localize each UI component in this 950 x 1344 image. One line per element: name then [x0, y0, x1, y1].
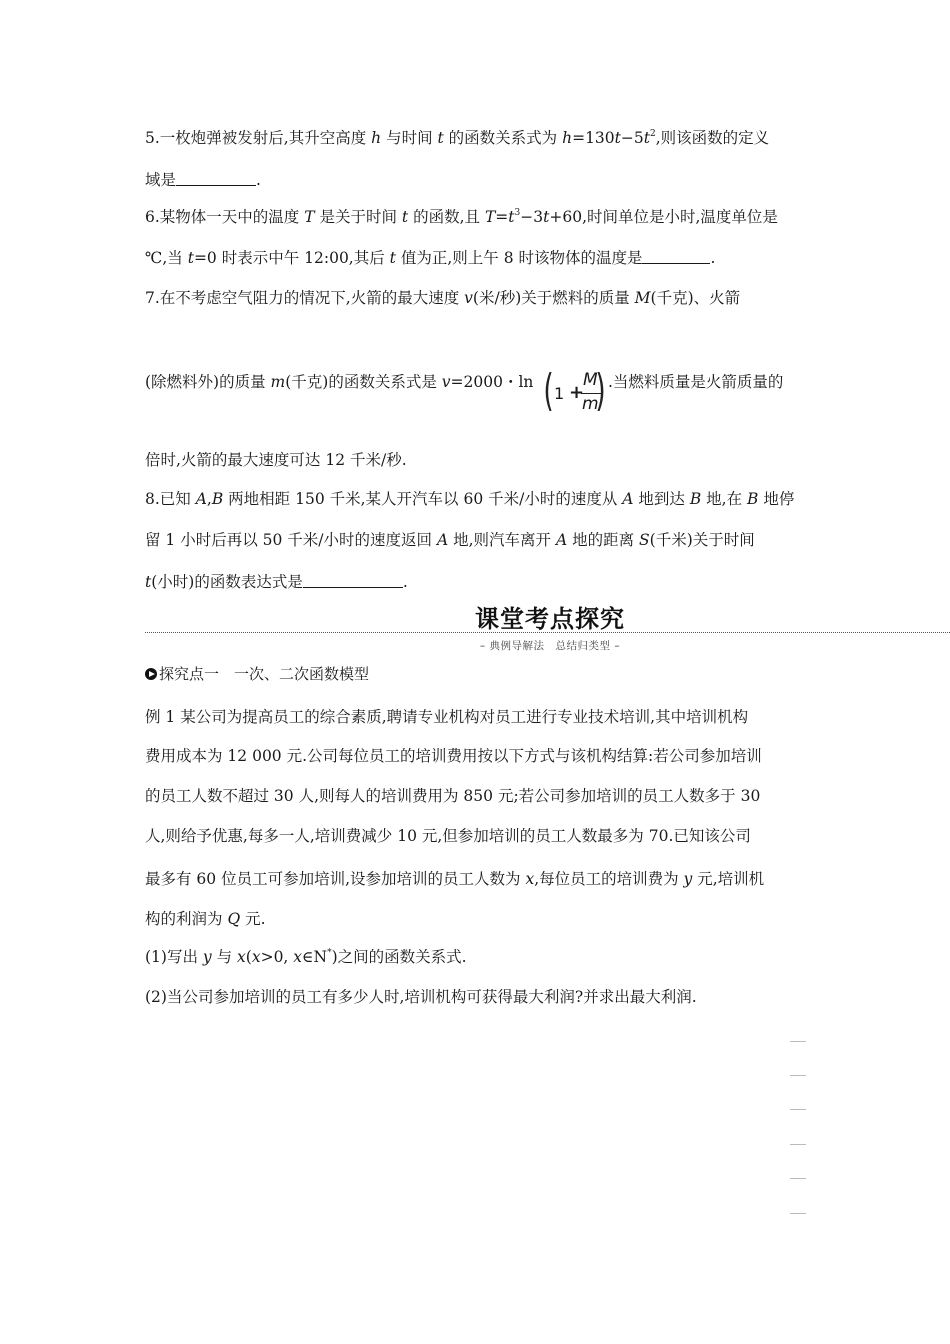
- q7-line1: 7.在不考虑空气阻力的情况下,火箭的最大速度 v(米/秒)关于燃料的质量 M(千克)、火箭: [145, 289, 741, 307]
- answer-blank[interactable]: [303, 573, 403, 588]
- example1-line4: 人,则给予优惠,每多一人,培训费减少 10 元,但参加培训的员工人数最多为 70.已知该公司: [145, 827, 751, 845]
- right-paren: ): [595, 365, 606, 416]
- q7-line2-right: .当燃料质量是火箭质量的: [608, 373, 784, 391]
- q7-line3: 倍时,火箭的最大速度可达 12 千米/秒.: [145, 451, 407, 469]
- section-subtitle: – 典例导解法 总结归类型 –: [479, 640, 621, 652]
- example1-line2: 费用成本为 12 000 元.公司每位员工的培训费用按以下方式与该机构结算:若公司参加培训: [145, 747, 762, 765]
- margin-line: [790, 1144, 806, 1145]
- q8-line1: 8.已知 A,B 两地相距 150 千米,某人开汽车以 60 千米/小时的速度从 A 地到达 B 地,在 B 地停: [145, 490, 795, 508]
- margin-line: [790, 1178, 806, 1179]
- fraction-numerator: M: [583, 370, 598, 390]
- exploration-point-heading: 探究点一 一次、二次函数模型: [145, 664, 369, 684]
- formula-fraction: [543, 365, 606, 418]
- formula-one: 1: [554, 384, 565, 403]
- formula-plus: +: [569, 382, 585, 403]
- margin-line: [790, 1075, 806, 1076]
- play-bullet-icon: [145, 668, 157, 680]
- section-title: 课堂考点探究: [475, 605, 625, 633]
- margin-line: [790, 1109, 806, 1110]
- margin-line: [790, 1213, 806, 1214]
- left-paren: (: [543, 365, 554, 416]
- q8-line2: 留 1 小时后再以 50 千米/小时的速度返回 A 地,则汽车离开 A 地的距离 S(千米)关于时间: [145, 531, 755, 549]
- example1-part2: (2)当公司参加培训的员工有多少人时,培训机构可获得最大利润?并求出最大利润.: [145, 988, 697, 1006]
- example1-line1: 例 1 某公司为提高员工的综合素质,聘请专业机构对员工进行专业技术培训,其中培训机构: [145, 708, 749, 726]
- section-divider: [145, 632, 950, 633]
- q7-line2-left: (除燃料外)的质量 m(千克)的函数关系式是 v=2000・ln: [145, 373, 534, 391]
- q5-line1: 5.一枚炮弹被发射后,其升空高度 h 与时间 t 的函数关系式为 $h=130t-5t^2$,则该函数的定义: [145, 129, 770, 147]
- example1-line5: 最多有 60 位员工可参加培训,设参加培训的员工人数为 x,每位员工的培训费为 y 元,培训机: [145, 870, 765, 888]
- example1-part1: (1)写出 y 与 x(x>0, x∈N*)之间的函数关系式.: [145, 948, 467, 966]
- q8-line3: t(小时)的函数表达式是 .: [145, 573, 408, 591]
- answer-blank[interactable]: [176, 171, 256, 186]
- example1-line3: 的员工人数不超过 30 人,则每人的培训费用为 850 元;若公司参加培训的员工人数多于 30: [145, 787, 761, 805]
- q6-line2: ℃,当 t=0 时表示中午 12:00,其后 t 值为正,则上午 8 时该物体的温度是 .: [145, 249, 716, 267]
- margin-line: [790, 1041, 806, 1042]
- fraction-denominator: m: [582, 394, 599, 414]
- example1-line6: 构的利润为 Q 元.: [145, 910, 266, 928]
- q6-line1: 6.某物体一天中的温度 T 是关于时间 t 的函数,且 $T=t^3-3t+60$,时间单位是小时,温度单位是: [145, 208, 778, 226]
- answer-blank[interactable]: [642, 249, 710, 264]
- q5-line2: 域是 .: [145, 171, 261, 189]
